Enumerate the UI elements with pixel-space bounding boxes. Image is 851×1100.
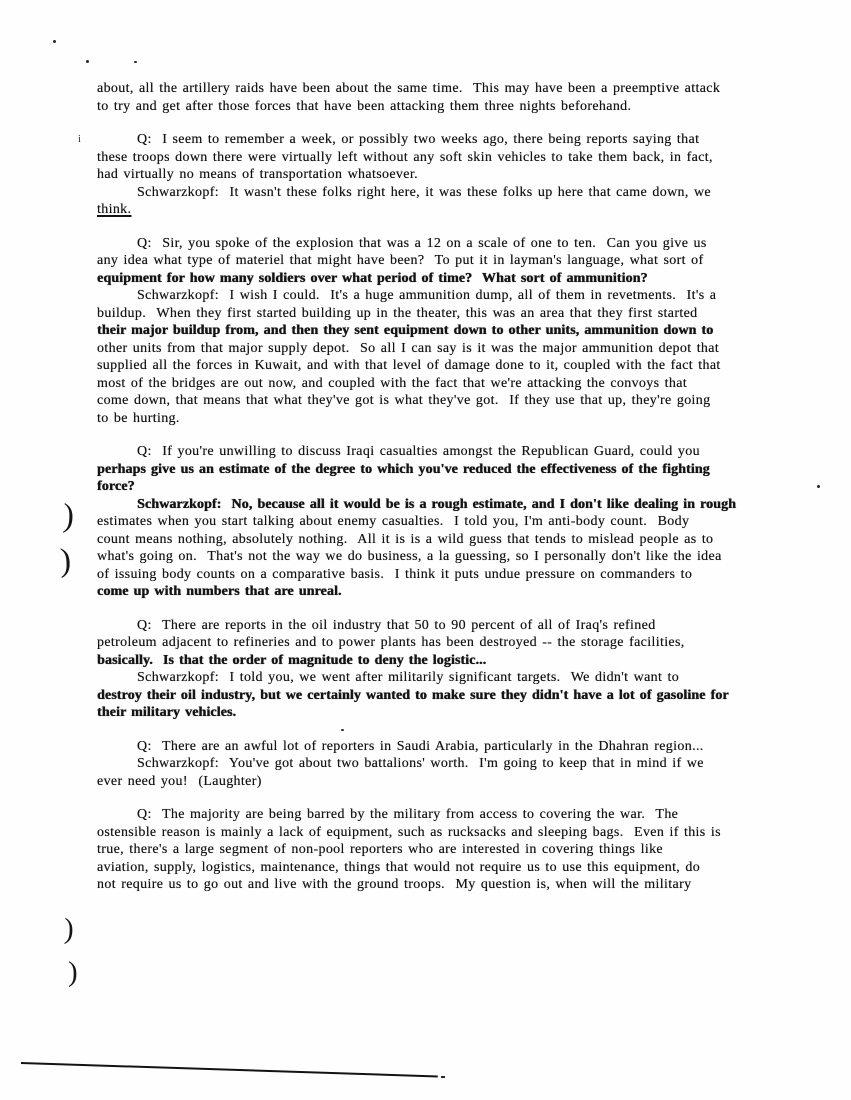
text-line: to try and get after those forces that have been attacking them three nights beforehand. <box>97 98 632 114</box>
text-line: these troops down there were virtually left without any soft skin vehicles to take them back, in fact, <box>97 149 713 165</box>
paragraph-q <box>97 131 813 184</box>
text-line: equipment for how many soldiers over what period of time? What sort of ammunition? <box>97 270 648 286</box>
margin-paren-mark: ) <box>63 912 75 946</box>
text-line: perhaps give us an estimate of the degree to which you've reduced the effectiveness of the fighting <box>97 461 710 477</box>
text-line: petroleum adjacent to refineries and to power plants has been destroyed -- the storage facilities, <box>97 635 685 650</box>
text-line: basically. Is that the order of magnitude to deny the logistic... <box>97 652 487 668</box>
bottom-horizontal-rule <box>21 1062 438 1077</box>
text-line: their major buildup from, and then they sent equipment down to other units, ammunition down to <box>97 323 714 338</box>
text-line: Schwarzkopf: No, because all it would be is a rough estimate, and I don't like dealing in rough <box>137 496 737 512</box>
scan-speck <box>817 485 820 488</box>
paragraph-schwarzkopf <box>97 755 813 790</box>
paragraph-schwarzkopf <box>97 287 813 427</box>
paragraph-q <box>97 443 813 496</box>
text-line: Q: There are reports in the oil industry that 50 to 90 percent of all of Iraq's refined <box>137 617 656 633</box>
paragraph-q <box>97 806 813 894</box>
text-line: Schwarzkopf: I told you, we went after militarily significant targets. We didn't want to <box>137 670 680 685</box>
margin-paren-mark: ) <box>59 542 72 580</box>
scan-speck <box>134 61 137 63</box>
text-line: their military vehicles. <box>97 705 237 720</box>
text-line: had virtually no means of transportation whatsoever. <box>97 167 418 182</box>
text-line: destroy their oil industry, but we certainly wanted to make sure they didn't have a lot of gasoline for <box>97 687 729 703</box>
text-line: estimates when you start talking about enemy casualties. I told you, I'm anti-body count. Body <box>97 514 690 529</box>
paragraph-q <box>97 617 813 670</box>
text-line: to be hurting. <box>97 410 180 426</box>
paragraph-q <box>97 738 813 756</box>
text-line: Q: The majority are being barred by the military from access to covering the war. The <box>137 807 679 822</box>
margin-paren-mark: ) <box>68 956 78 988</box>
paragraph-schwarzkopf <box>97 669 813 722</box>
scan-tick-mark: i <box>78 134 81 145</box>
text-line: aviation, supply, logistics, maintenance, things that would not require us to use this equipment, do <box>97 859 701 875</box>
text-line: Schwarzkopf: It wasn't these folks right here, it was these folks up here that came down, we <box>137 184 712 200</box>
text-line: Q: There are an awful lot of reporters in Saudi Arabia, particularly in the Dhahran region... <box>137 738 704 754</box>
text-line: most of the bridges are out now, and coupled with the fact that we're attacking the convoys that <box>97 375 688 391</box>
paragraph-continuation <box>97 80 813 115</box>
text-line: think. <box>97 202 132 217</box>
text-line: ever need you! (Laughter) <box>97 773 262 789</box>
text-line: supplied all the forces in Kuwait, and with that level of damage done to it, coupled with the fact that <box>97 358 721 373</box>
text-line: come up with numbers that are unreal. <box>97 584 342 599</box>
text-line: ostensible reason is mainly a lack of equipment, such as rucksacks and sleeping bags. Even if this is <box>97 824 721 840</box>
text-line: about, all the artillery raids have been about the same time. This may have been a preemptive attack <box>97 81 721 96</box>
paragraph-schwarzkopf <box>97 496 813 601</box>
text-line: come down, that means that what they've got is what they've got. If they use that up, they're going <box>97 393 711 408</box>
text-line: other units from that major supply depot. So all I can say is it was the major ammunition depot that <box>97 340 720 356</box>
margin-paren-mark: ) <box>62 497 75 535</box>
paragraph-q <box>97 235 813 288</box>
text-line: buildup. When they first started building up in the theater, this was an area that they first started <box>97 305 698 321</box>
text-line: Schwarzkopf: You've got about two battalions' worth. I'm going to keep that in mind if we <box>137 756 704 771</box>
scan-speck <box>53 40 56 43</box>
text-line: count means nothing, absolutely nothing. All it is is a wild guess that tends to mislead people as to <box>97 531 714 547</box>
text-line: Q: I seem to remember a week, or possibly two weeks ago, there being reports saying that <box>137 132 700 147</box>
text-line: Q: If you're unwilling to discuss Iraqi casualties amongst the Republican Guard, could you <box>137 444 700 459</box>
scan-speck <box>86 60 89 63</box>
paragraph-schwarzkopf <box>97 184 813 219</box>
document-text <box>97 80 813 894</box>
text-line: Schwarzkopf: I wish I could. It's a huge ammunition dump, all of them in revetments. It's a <box>137 288 717 303</box>
text-line: Q: Sir, you spoke of the explosion that was a 12 on a scale of one to ten. Can you give us <box>137 235 707 251</box>
scan-speck <box>441 1076 445 1078</box>
text-line: what's going on. That's not the way we do business, a la guessing, so I personally don't like the idea <box>97 549 722 564</box>
text-line: of issuing body counts on a comparative basis. I think it puts undue pressure on commanders to <box>97 566 693 582</box>
text-line: true, there's a large segment of non-pool reporters who are interested in covering things like <box>97 842 663 857</box>
text-line: force? <box>97 479 135 494</box>
text-line: any idea what type of materiel that might have been? To put it in layman's language, what sort of <box>97 253 704 268</box>
text-line: not require us to go out and live with the ground troops. My question is, when will the military <box>97 877 692 892</box>
